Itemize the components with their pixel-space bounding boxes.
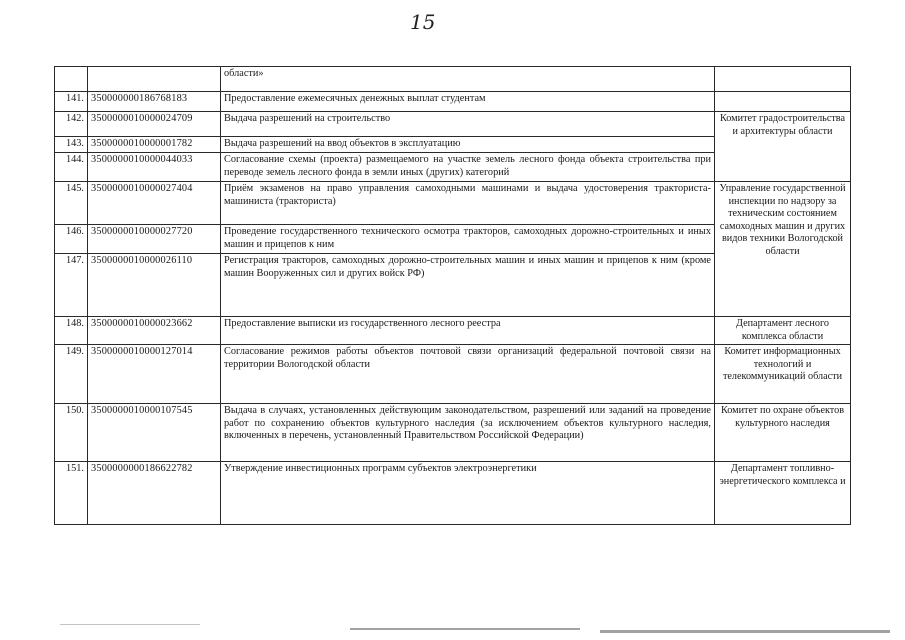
row-number: 141.: [55, 92, 88, 112]
service-code: 3500000010000024709: [88, 112, 221, 137]
row-number: 142.: [55, 112, 88, 137]
service-description: области»: [221, 67, 715, 92]
table-row: [55, 182, 851, 225]
table-row: [55, 92, 851, 112]
service-code: 3500000010000026110: [88, 254, 221, 317]
table-row: [55, 112, 851, 137]
service-description: Проведение государственного технического осмотра тракторов, самоходных дорожно-строительных и иных машин и прицепов к ним: [221, 225, 715, 254]
row-number: 148.: [55, 317, 88, 345]
service-description: Согласование схемы (проекта) размещаемого на участке земель лесного фонда объекта строительства при переводе земель лесного фонда в земли иных (других) категорий: [221, 153, 715, 182]
service-code: 3500000010000023662: [88, 317, 221, 345]
service-code: 3500000010000001782: [88, 137, 221, 153]
service-description: Согласование режимов работы объектов почтовой связи организаций федеральной почтовой связи на территории Вологодской области: [221, 345, 715, 404]
services-registry-table: [54, 66, 851, 525]
scan-artifact: [600, 630, 890, 633]
scan-artifact: [60, 624, 200, 625]
service-code: 3500000010000027720: [88, 225, 221, 254]
service-description: Выдача в случаях, установленных действующим законодательством, разрешений или заданий на проведение работ по сохранению объектов культурного наследия (за исключением объектов культурного наследия, включенных в перечень, установленный Правительством Российской Федерации): [221, 404, 715, 462]
table-row: [55, 345, 851, 404]
responsible-department: Комитет информационных технологий и телекоммуникаций области: [715, 345, 851, 404]
row-number: [55, 67, 88, 92]
service-description: Утверждение инвестиционных программ субъектов электроэнергетики: [221, 462, 715, 525]
service-description: Выдача разрешений на строительство: [221, 112, 715, 137]
row-number: 145.: [55, 182, 88, 225]
table-row: [55, 317, 851, 345]
service-code: [88, 67, 221, 92]
service-description: Предоставление ежемесячных денежных выплат студентам: [221, 92, 715, 112]
service-code: 350000000186768183: [88, 92, 221, 112]
page-number: 15: [410, 10, 436, 34]
row-number: 150.: [55, 404, 88, 462]
row-number: 144.: [55, 153, 88, 182]
service-description: Регистрация тракторов, самоходных дорожно-строительных машин и иных машин и прицепов к ним (кроме машин Вооруженных сил и других войск РФ): [221, 254, 715, 317]
responsible-department: Департамент лесного комплекса области: [715, 317, 851, 345]
table-row: [55, 67, 851, 92]
service-code: 3500000010000107545: [88, 404, 221, 462]
row-number: 147.: [55, 254, 88, 317]
responsible-department: [715, 92, 851, 112]
row-number: 151.: [55, 462, 88, 525]
responsible-department: Департамент топливно-энергетического комплекса и: [715, 462, 851, 525]
service-description: Выдача разрешений на ввод объектов в эксплуатацию: [221, 137, 715, 153]
row-number: 149.: [55, 345, 88, 404]
scan-artifact: [350, 628, 580, 630]
service-description: Приём экзаменов на право управления самоходными машинами и выдача удостоверения тракториста-машиниста (тракториста): [221, 182, 715, 225]
responsible-department: Комитет градостроительства и архитектуры области: [715, 112, 851, 182]
service-code: 3500000010000127014: [88, 345, 221, 404]
row-number: 143.: [55, 137, 88, 153]
service-code: 3500000000186622782: [88, 462, 221, 525]
responsible-department: Управление государственной инспекции по надзору за техническим состоянием самоходных машин и других видов техники Вологодской области: [715, 182, 851, 317]
service-description: Предоставление выписки из государственного лесного реестра: [221, 317, 715, 345]
responsible-department: [715, 67, 851, 92]
service-code: 3500000010000027404: [88, 182, 221, 225]
table-row: [55, 404, 851, 462]
row-number: 146.: [55, 225, 88, 254]
service-code: 3500000010000044033: [88, 153, 221, 182]
table-row: [55, 462, 851, 525]
responsible-department: Комитет по охране объектов культурного наследия: [715, 404, 851, 462]
